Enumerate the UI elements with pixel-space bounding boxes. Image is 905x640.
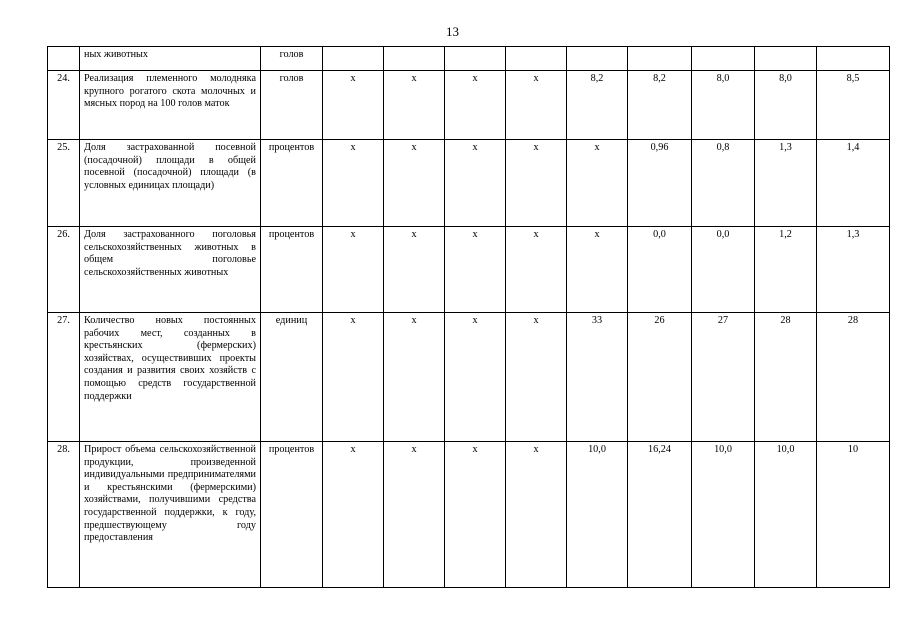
value-cell: 28 [755, 313, 817, 442]
value-cell: 28 [817, 313, 890, 442]
value-cell: 8,2 [628, 71, 692, 140]
value-cell: 1,3 [817, 227, 890, 313]
value-cell: x [506, 71, 567, 140]
value-cell: 10,0 [567, 442, 628, 588]
value-cell: 8,2 [567, 71, 628, 140]
page-number: 13 [446, 24, 459, 39]
value-cell: 0,8 [692, 140, 755, 227]
value-cell: 0,96 [628, 140, 692, 227]
unit-text: голов [261, 71, 323, 140]
value-cell: x [323, 442, 384, 588]
table-row [48, 227, 890, 313]
indicators-table [47, 46, 890, 588]
value-cell: x [445, 71, 506, 140]
value-cell: x [323, 140, 384, 227]
table-row [48, 71, 890, 140]
value-cell: x [445, 140, 506, 227]
value-cell: x [506, 313, 567, 442]
row-number [48, 47, 80, 71]
value-cell: x [567, 227, 628, 313]
row-number: 24. [48, 71, 80, 140]
row-number: 27. [48, 313, 80, 442]
value-cell [384, 47, 445, 71]
value-cell: x [323, 313, 384, 442]
table-row [48, 442, 890, 588]
value-cell: 0,0 [692, 227, 755, 313]
indicator-text: Доля застрахованного поголовья сельскохозяйственных животных в общем поголовье сельскохозяйственных животных [80, 227, 261, 313]
row-number: 26. [48, 227, 80, 313]
indicator-text: Реализация племенного молодняка крупного рогатого скота молочных и мясных пород на 100 голов маток [80, 71, 261, 140]
value-cell [755, 47, 817, 71]
value-cell: 8,5 [817, 71, 890, 140]
value-cell: 26 [628, 313, 692, 442]
unit-text: процентов [261, 227, 323, 313]
value-cell: x [384, 442, 445, 588]
value-cell [567, 47, 628, 71]
value-cell: 27 [692, 313, 755, 442]
value-cell [628, 47, 692, 71]
value-cell: x [506, 442, 567, 588]
value-cell: x [384, 71, 445, 140]
value-cell: 33 [567, 313, 628, 442]
indicator-text: Прирост объема сельскохозяйственной продукции, произведенной индивидуальными предпринимателями и крестьянскими (фермерскими) хозяйствами, получившими средства государственной поддержки, к году, предшествующему году предоставления [80, 442, 261, 588]
value-cell [445, 47, 506, 71]
value-cell: x [384, 227, 445, 313]
value-cell [506, 47, 567, 71]
value-cell [692, 47, 755, 71]
value-cell: 10,0 [692, 442, 755, 588]
unit-text: процентов [261, 140, 323, 227]
table-row [48, 313, 890, 442]
value-cell: x [506, 227, 567, 313]
indicator-text: Количество новых постоянных рабочих мест, созданных в крестьянских (фермерских) хозяйствах, осуществивших проекты создания и развития своих хозяйств с помощью средств государственной поддержки [80, 313, 261, 442]
value-cell: 16,24 [628, 442, 692, 588]
table-row [48, 140, 890, 227]
value-cell: 8,0 [692, 71, 755, 140]
value-cell: x [384, 313, 445, 442]
value-cell: 8,0 [755, 71, 817, 140]
value-cell: x [445, 313, 506, 442]
value-cell: x [323, 71, 384, 140]
value-cell: 1,4 [817, 140, 890, 227]
row-number: 25. [48, 140, 80, 227]
value-cell: 10 [817, 442, 890, 588]
value-cell: 1,3 [755, 140, 817, 227]
value-cell: x [445, 227, 506, 313]
value-cell: x [567, 140, 628, 227]
indicator-text: Доля застрахованной посевной (посадочной) площади в общей посевной (посадочной) площади (в условных единицах площади) [80, 140, 261, 227]
value-cell: 1,2 [755, 227, 817, 313]
value-cell [817, 47, 890, 71]
value-cell: x [445, 442, 506, 588]
indicator-text: ных животных [80, 47, 261, 71]
row-number: 28. [48, 442, 80, 588]
value-cell: x [384, 140, 445, 227]
table-body [48, 47, 890, 588]
unit-text: единиц [261, 313, 323, 442]
value-cell [323, 47, 384, 71]
table-row-continuation [48, 47, 890, 71]
value-cell: x [506, 140, 567, 227]
value-cell: x [323, 227, 384, 313]
unit-text: процентов [261, 442, 323, 588]
value-cell: 10,0 [755, 442, 817, 588]
unit-text: голов [261, 47, 323, 71]
value-cell: 0,0 [628, 227, 692, 313]
